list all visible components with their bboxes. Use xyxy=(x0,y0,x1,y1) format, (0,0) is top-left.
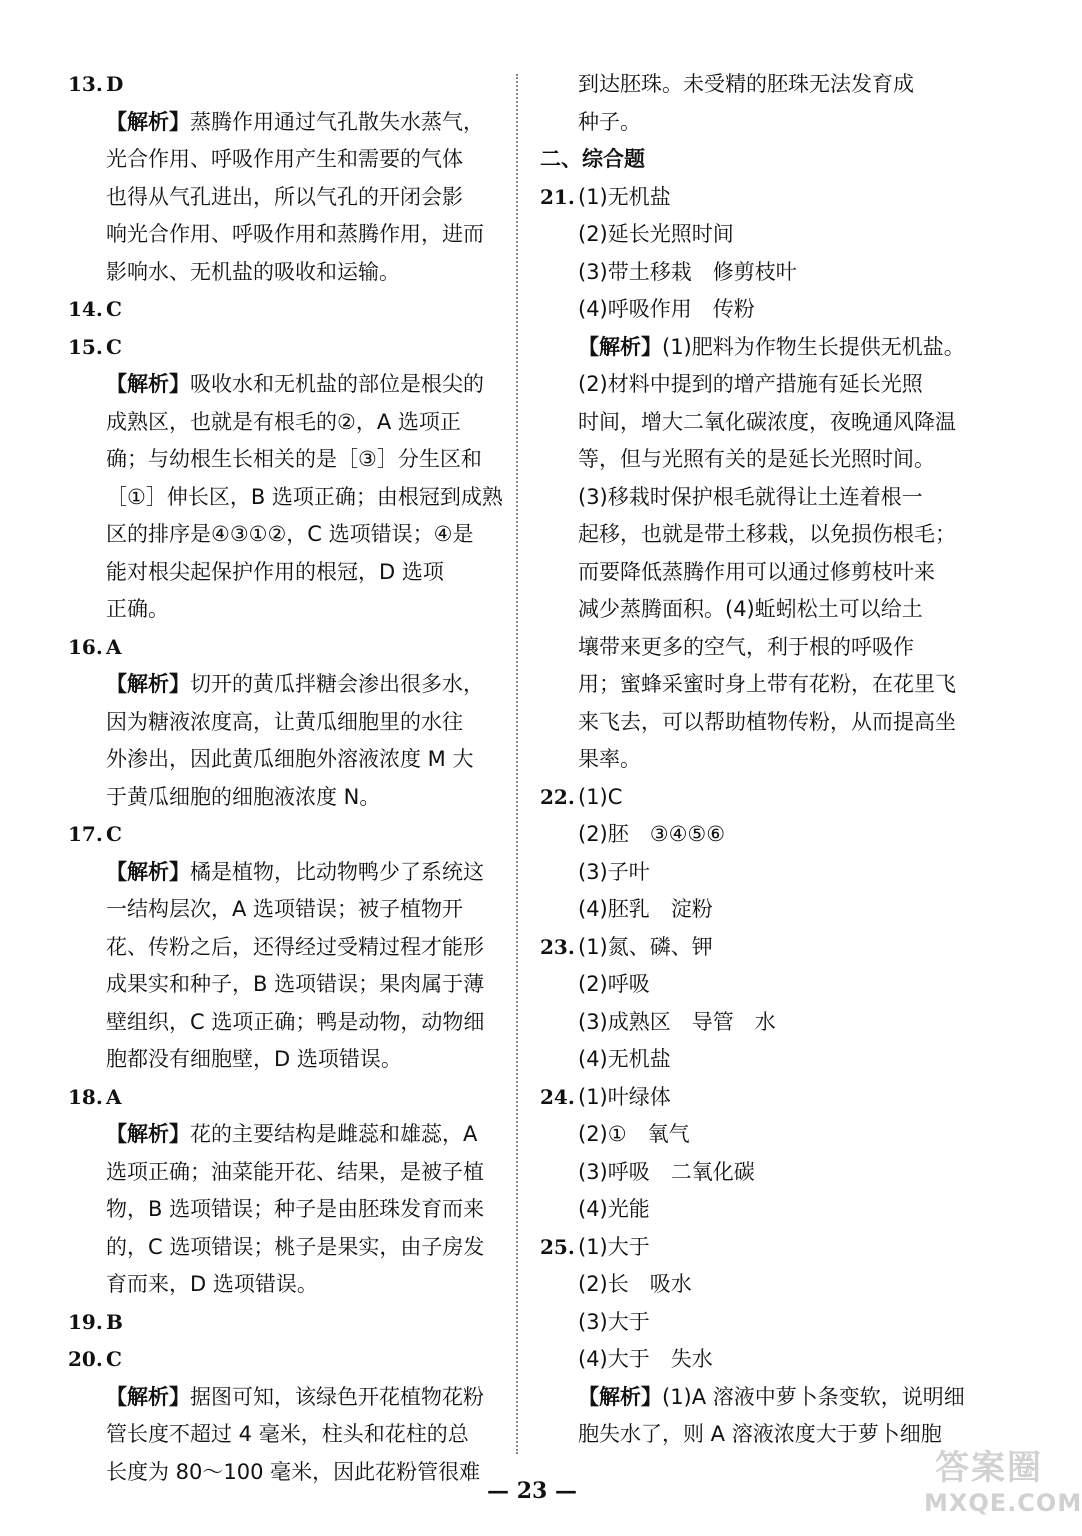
question-number: 25. xyxy=(540,1234,575,1259)
question-number: 19. xyxy=(68,1309,103,1334)
analysis-line: 到达胚珠。未受精的胚珠无法发育成 xyxy=(578,72,914,96)
question-part: (1)大于 xyxy=(578,1234,650,1259)
question-part: (4)大于 失水 xyxy=(578,1347,713,1371)
question-answer: A xyxy=(106,634,122,659)
analysis-tag: 【解析】 xyxy=(106,1122,190,1146)
analysis-line: 胞失水了，则 A 溶液浓度大于萝卜细胞 xyxy=(578,1422,942,1446)
question-22 xyxy=(540,779,980,817)
analysis-16 xyxy=(106,666,508,816)
question-25 xyxy=(540,1229,980,1267)
analysis-15 xyxy=(106,366,508,629)
question-part: (4)呼吸作用 传粉 xyxy=(578,297,755,321)
analysis-tag: 【解析】 xyxy=(106,372,190,396)
question-part: (1)无机盐 xyxy=(578,184,671,209)
analysis-line: 据图可知，该绿色开花植物花粉 xyxy=(190,1384,484,1409)
question-part: (4)无机盐 xyxy=(578,1047,671,1071)
question-15 xyxy=(68,329,508,367)
watermark-text-bottom: MXQE.COM xyxy=(924,1489,1082,1517)
analysis-line: 光合作用、呼吸作用产生和需要的气体 xyxy=(106,147,463,171)
question-number: 24. xyxy=(540,1084,575,1109)
question-part: (1)叶绿体 xyxy=(578,1084,671,1109)
question-number: 22. xyxy=(540,784,575,809)
column-divider xyxy=(516,74,518,1454)
question-part: (4)光能 xyxy=(578,1197,650,1221)
analysis-line: (1)A 溶液中萝卜条变软，说明细 xyxy=(662,1384,965,1409)
analysis-line: 胞都没有细胞壁，D 选项错误。 xyxy=(106,1047,402,1071)
analysis-line: 种子。 xyxy=(578,109,641,134)
question-23 xyxy=(540,929,980,967)
analysis-line: 能对根尖起保护作用的根冠，D 选项 xyxy=(106,559,444,584)
question-number: 20. xyxy=(68,1347,103,1371)
question-number: 18. xyxy=(68,1084,103,1109)
left-column xyxy=(68,66,508,1491)
analysis-line: 区的排序是④③①②，C 选项错误；④是 xyxy=(106,522,474,546)
analysis-20-continued xyxy=(578,66,980,141)
analysis-line: 时间，增大二氧化碳浓度，夜晚通风降温 xyxy=(578,409,956,434)
analysis-line: 橘是植物，比动物鸭少了系统这 xyxy=(190,859,484,884)
analysis-13 xyxy=(106,104,508,292)
question-number: 21. xyxy=(540,184,575,209)
question-19 xyxy=(68,1304,508,1342)
analysis-line: 切开的黄瓜拌糖会渗出很多水， xyxy=(190,672,484,696)
analysis-line: 因为糖液浓度高，让黄瓜细胞里的水往 xyxy=(106,709,463,734)
analysis-line: 花、传粉之后，还得经过受精过程才能形 xyxy=(106,934,484,959)
analysis-line: 于黄瓜细胞的细胞液浓度 N。 xyxy=(106,784,381,809)
question-14 xyxy=(68,291,508,329)
question-part: (3)成熟区 导管 水 xyxy=(578,1009,776,1034)
analysis-tag: 【解析】 xyxy=(106,672,190,696)
question-number: 15. xyxy=(68,334,103,359)
analysis-line: 的，C 选项错误；桃子是果实，由子房发 xyxy=(106,1234,485,1259)
analysis-line: 响光合作用、呼吸作用和蒸腾作用，进而 xyxy=(106,222,484,246)
analysis-line: 成果实和种子，B 选项错误；果肉属于薄 xyxy=(106,972,485,996)
right-column xyxy=(540,66,980,1454)
analysis-tag: 【解析】 xyxy=(106,859,190,884)
analysis-18 xyxy=(106,1116,508,1304)
analysis-line: 外渗出，因此黄瓜细胞外溶液浓度 M 大 xyxy=(106,747,474,771)
analysis-line: 等，但与光照有关的是延长光照时间。 xyxy=(578,447,935,471)
analysis-line: 起移，也就是带土移栽，以免损伤根毛； xyxy=(578,522,956,546)
watermark-logo xyxy=(924,1448,1082,1528)
question-part: (3)带土移栽 修剪枝叶 xyxy=(578,259,797,284)
question-answer: D xyxy=(106,72,124,96)
question-number: 17. xyxy=(68,822,103,846)
analysis-line: 蒸腾作用通过气孔散失水蒸气， xyxy=(190,109,484,134)
question-part: (2)胚 ③④⑤⑥ xyxy=(578,822,726,846)
question-answer: C xyxy=(106,1347,122,1371)
question-24 xyxy=(540,1079,980,1117)
question-part: (2)① 氧气 xyxy=(578,1122,690,1146)
watermark-text-top: 答案圈 xyxy=(935,1448,1043,1488)
question-part: (4)胚乳 淀粉 xyxy=(578,897,713,921)
analysis-line: 育而来，D 选项错误。 xyxy=(106,1272,318,1296)
analysis-line: 花的主要结构是雌蕊和雄蕊，A xyxy=(190,1122,478,1146)
page-number: — 23 — xyxy=(487,1478,577,1504)
analysis-tag: 【解析】 xyxy=(578,1384,662,1409)
analysis-line: 确；与幼根生长相关的是［③］分生区和 xyxy=(106,447,482,471)
analysis-line: 选项正确；油菜能开花、结果，是被子植 xyxy=(106,1159,484,1184)
question-number: 13. xyxy=(68,72,103,96)
analysis-21 xyxy=(578,329,980,779)
analysis-line: 也得从气孔进出，所以气孔的开闭会影 xyxy=(106,184,463,209)
question-17 xyxy=(68,816,508,854)
analysis-line: 正确。 xyxy=(106,597,169,621)
question-answer: C xyxy=(106,822,122,846)
analysis-line: 壤带来更多的空气，利于根的呼吸作 xyxy=(578,634,914,659)
analysis-line: 来飞去，可以帮助植物传粉，从而提高坐 xyxy=(578,709,956,734)
analysis-line: ［①］伸长区，B 选项正确；由根冠到成熟 xyxy=(106,484,503,509)
analysis-line: (3)移栽时保护根毛就得让土连着根一 xyxy=(578,484,923,509)
question-part: (3)大于 xyxy=(578,1309,650,1334)
question-part: (1)C xyxy=(578,784,623,809)
analysis-25 xyxy=(578,1379,980,1454)
question-13 xyxy=(68,66,508,104)
question-answer: B xyxy=(106,1309,123,1334)
analysis-tag: 【解析】 xyxy=(578,334,662,359)
analysis-line: 用；蜜蜂采蜜时身上带有花粉，在花里飞 xyxy=(578,672,956,696)
analysis-line: 管长度不超过 4 毫米，柱头和花柱的总 xyxy=(106,1422,469,1446)
question-part: (2)延长光照时间 xyxy=(578,222,734,246)
question-16 xyxy=(68,629,508,667)
analysis-line: 减少蒸腾面积。(4)蚯蚓松土可以给土 xyxy=(578,597,923,621)
question-part: (2)呼吸 xyxy=(578,972,650,996)
analysis-line: 果率。 xyxy=(578,747,641,771)
analysis-line: 物，B 选项错误；种子是由胚珠发育而来 xyxy=(106,1197,485,1221)
analysis-tag: 【解析】 xyxy=(106,109,190,134)
question-answer: A xyxy=(106,1084,122,1109)
analysis-17 xyxy=(106,854,508,1079)
analysis-line: (2)材料中提到的增产措施有延长光照 xyxy=(578,372,923,396)
analysis-tag: 【解析】 xyxy=(106,1384,190,1409)
question-part: (1)氮、磷、钾 xyxy=(578,934,713,959)
analysis-20 xyxy=(106,1379,508,1492)
question-number: 16. xyxy=(68,634,103,659)
analysis-line: 壁组织，C 选项正确；鸭是动物，动物细 xyxy=(106,1009,485,1034)
question-number: 14. xyxy=(68,297,103,321)
analysis-line: 影响水、无机盐的吸收和运输。 xyxy=(106,259,400,284)
question-part: (3)子叶 xyxy=(578,859,650,884)
analysis-line: 而要降低蒸腾作用可以通过修剪枝叶来 xyxy=(578,559,935,584)
question-part: (3)呼吸 二氧化碳 xyxy=(578,1159,755,1184)
question-21 xyxy=(540,179,980,217)
question-20 xyxy=(68,1341,508,1379)
analysis-line: 成熟区，也就是有根毛的②，A 选项正 xyxy=(106,409,461,434)
analysis-line: (1)肥料为作物生长提供无机盐。 xyxy=(662,334,965,359)
question-number: 23. xyxy=(540,934,575,959)
question-18 xyxy=(68,1079,508,1117)
analysis-line: 长度为 80～100 毫米，因此花粉管很难 xyxy=(106,1459,481,1484)
question-answer: C xyxy=(106,297,122,321)
question-answer: C xyxy=(106,334,122,359)
section-title: 二、综合题 xyxy=(540,147,645,171)
analysis-line: 吸收水和无机盐的部位是根尖的 xyxy=(190,372,484,396)
question-part: (2)长 吸水 xyxy=(578,1272,692,1296)
analysis-line: 一结构层次，A 选项错误；被子植物开 xyxy=(106,897,464,921)
